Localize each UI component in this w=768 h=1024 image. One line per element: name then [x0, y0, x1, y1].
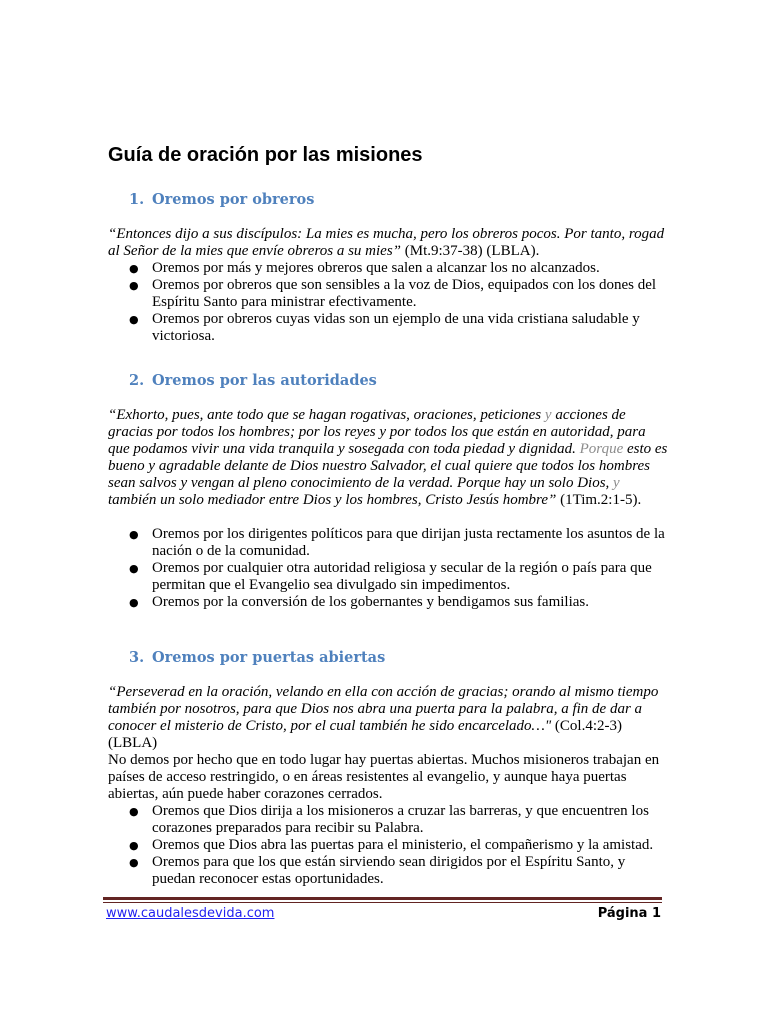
- scripture-paragraph: [108, 226, 668, 260]
- list-item-text: Oremos que Dios dirija a los misioneros a cruzar las barreras, y que encuentren los corazones preparados para recibir su Palabra.: [152, 803, 649, 836]
- list-item: [108, 277, 668, 311]
- quote-text: esto es bueno y agradable delante de Dios nuestro Salvador, el cual quiere que todos los hombres sean salvos y vengan al pleno conocimiento de la verdad. Porque hay un solo Dios,: [108, 441, 668, 491]
- section-authorities: [108, 371, 668, 611]
- quote-text: también un solo mediador entre Dios y los hombres, Cristo Jesús hombre”: [108, 492, 557, 508]
- section-number: 2.: [129, 372, 145, 389]
- list-item: [108, 803, 668, 837]
- list-item: [108, 854, 668, 888]
- list-item: [108, 837, 668, 854]
- list-item: [108, 560, 668, 594]
- section-heading: [129, 190, 668, 210]
- bullet-dot-icon: ●: [129, 262, 139, 275]
- quote-grey-word: Porque: [579, 441, 624, 457]
- list-item-text: Oremos que Dios abra las puertas para el ministerio, el compañerismo y la amistad.: [152, 837, 654, 853]
- list-item-text: Oremos por obreros que son sensibles a la voz de Dios, equipados con los dones del Espíritu Santo para ministrar efectivamente.: [152, 277, 657, 310]
- section-heading: [129, 371, 668, 391]
- document-title: Guía de oración por las misiones: [108, 144, 423, 166]
- list-item: [108, 526, 668, 560]
- scripture-reference: (Mt.9:37-38) (LBLA).: [401, 243, 540, 259]
- bullet-dot-icon: ●: [129, 839, 139, 852]
- prayer-list: [108, 526, 668, 611]
- section-heading-text: Oremos por las autoridades: [152, 372, 377, 389]
- prayer-list: [108, 260, 668, 345]
- section-heading-text: Oremos por puertas abiertas: [152, 649, 386, 666]
- quote-text: “Exhorto, pues, ante todo que se hagan rogativas, oraciones, peticiones: [108, 407, 545, 423]
- scripture-reference: (1Tim.2:1-5).: [556, 492, 642, 508]
- section-number: 3.: [129, 649, 145, 666]
- scripture-paragraph: [108, 407, 668, 509]
- quote-text: acciones de gracias por todos los hombres; por los reyes y por todos los que están en autoridad, para que podamos vivir una vida tranquila y sosegada con toda piedad y dignidad.: [108, 407, 646, 457]
- scripture-reference: (Col.4:2-3) (LBLA): [108, 718, 622, 751]
- section-heading: [129, 648, 668, 668]
- bullet-dot-icon: ●: [129, 528, 139, 541]
- list-item-text: Oremos por los dirigentes políticos para que dirijan justa rectamente los asuntos de la nación o de la comunidad.: [152, 526, 665, 559]
- bullet-dot-icon: ●: [129, 279, 139, 292]
- section-heading-text: Oremos por obreros: [152, 191, 315, 208]
- list-item-text: Oremos por cualquier otra autoridad religiosa y secular de la región o país para que permitan que el Evangelio sea divulgado sin impedimentos.: [152, 560, 652, 593]
- list-item-text: Oremos para que los que están sirviendo sean dirigidos por el Espíritu Santo, y puedan reconocer estas oportunidades.: [152, 854, 626, 887]
- bullet-dot-icon: ●: [129, 596, 139, 609]
- section-workers: [108, 190, 668, 345]
- bullet-dot-icon: ●: [129, 805, 139, 818]
- list-item: [108, 594, 668, 611]
- scripture-quote: “Perseverad en la oración, velando en ella con acción de gracias; orando al mismo tiempo también por nosotros, para que Dios nos abra una puerta para la palabra, a fin de dar a conocer el misterio de Cristo, por el cual también he sido encarcelado…": [108, 684, 659, 734]
- section-number: 1.: [129, 191, 145, 208]
- section-open-doors: [108, 648, 668, 888]
- bullet-dot-icon: ●: [129, 313, 139, 326]
- scripture-quote: “Entonces dijo a sus discípulos: La mies es mucha, pero los obreros pocos. Por tanto, rogad al Señor de la mies que envíe obreros a su mies”: [108, 226, 665, 259]
- footer-divider-thin: [103, 902, 662, 903]
- quote-grey-word: y: [544, 407, 552, 423]
- list-item: [108, 260, 668, 277]
- footer-divider: [103, 897, 662, 900]
- bullet-dot-icon: ●: [129, 856, 139, 869]
- body-paragraph: No demos por hecho que en todo lugar hay puertas abiertas. Muchos misioneros trabajan en países de acceso restringido, o en áreas resistentes al evangelio, y aunque haya puertas abiertas, aún puede haber corazones cerrados.: [108, 752, 660, 802]
- list-item-text: Oremos por obreros cuyas vidas son un ejemplo de una vida cristiana saludable y victoriosa.: [152, 311, 640, 344]
- list-item-text: Oremos por la conversión de los gobernantes y bendigamos sus familias.: [152, 594, 589, 610]
- website-link[interactable]: www.caudalesdevida.com: [106, 906, 275, 921]
- page-number: Página 1: [597, 906, 661, 921]
- quote-grey-word: y: [613, 475, 620, 491]
- list-item-text: Oremos por más y mejores obreros que salen a alcanzar los no alcanzados.: [152, 260, 600, 276]
- list-item: [108, 311, 668, 345]
- prayer-list: [108, 803, 668, 888]
- scripture-paragraph: [108, 684, 668, 752]
- bullet-dot-icon: ●: [129, 562, 139, 575]
